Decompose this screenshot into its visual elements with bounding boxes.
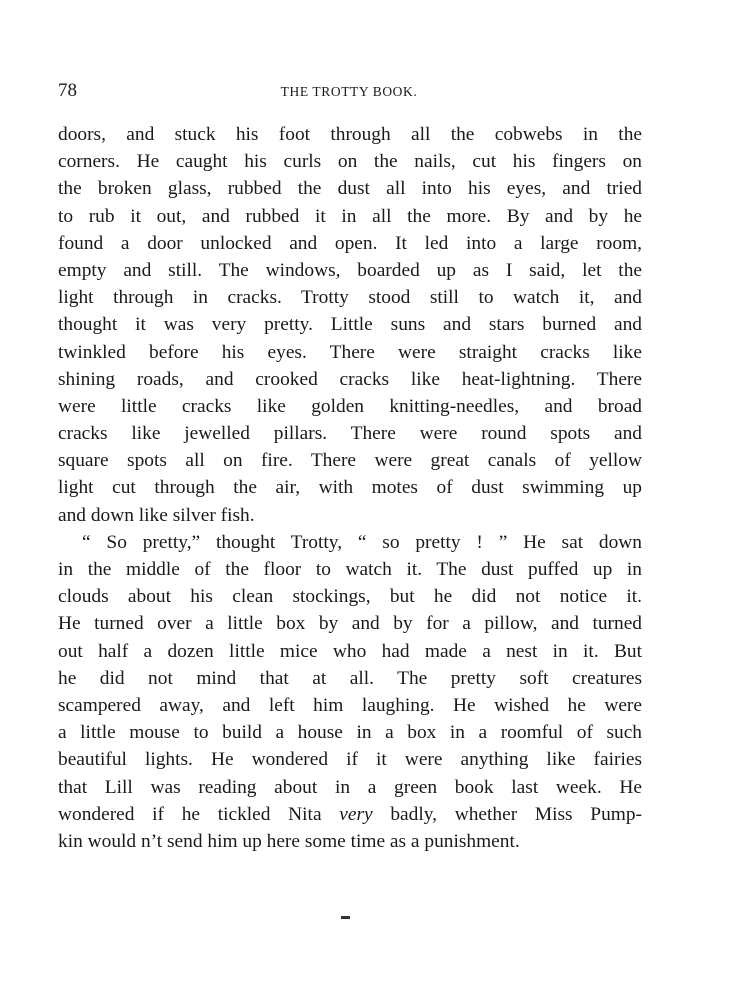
paragraph-2 xyxy=(58,529,642,855)
body-text xyxy=(58,121,642,855)
text-line: to rub it out, and rubbed it in all the more. By and by he xyxy=(58,205,642,227)
text-line: he did not mind that at all. The pretty soft creatures xyxy=(58,667,642,689)
text-line: the broken glass, rubbed the dust all into his eyes, and tried xyxy=(58,178,642,200)
running-head xyxy=(58,80,640,102)
text-line-with-emphasis xyxy=(58,801,642,828)
text-line: light through in cracks. Trotty stood still to watch it, and xyxy=(58,287,642,309)
text-line: corners. He caught his curls on the nails, cut his fingers on xyxy=(58,151,642,173)
book-title: THE TROTTY BOOK. xyxy=(280,84,418,99)
text-line: beautiful lights. He wondered if it were anything like fairies xyxy=(58,749,642,771)
text-segment: wondered if he tickled Nita xyxy=(58,803,340,825)
emphasis-text: very xyxy=(339,803,373,825)
text-line: a little mouse to build a house in a box in a roomful of such xyxy=(58,722,642,744)
text-line: found a door unlocked and open. It led into a large room, xyxy=(58,232,642,254)
paragraph-1 xyxy=(58,121,642,529)
text-line: clouds about his clean stockings, but he did not notice it. xyxy=(58,586,642,608)
text-line: kin would n’t send him up here some time as a punishment. xyxy=(58,830,520,852)
text-line: He turned over a little box by and by for a pillow, and turned xyxy=(58,613,642,635)
text-line: empty and still. The windows, boarded up as I said, let the xyxy=(58,259,642,281)
text-line: shining roads, and crooked cracks like heat-lightning. There xyxy=(58,368,642,390)
text-line: square spots all on fire. There were great canals of yellow xyxy=(58,450,642,472)
text-segment: badly, whether Miss Pump- xyxy=(372,803,642,825)
text-line: in the middle of the floor to watch it. The dust puffed up in xyxy=(58,559,642,580)
text-line: light cut through the air, with motes of dust swimming up xyxy=(58,477,642,499)
text-line: scampered away, and left him laughing. He wished he were xyxy=(58,694,642,716)
text-line: doors, and stuck his foot through all the cobwebs in the xyxy=(58,124,642,145)
ink-mark xyxy=(341,916,350,919)
text-line: out half a dozen little mice who had made a nest in it. But xyxy=(58,640,642,662)
text-line: were little cracks like golden knitting-needles, and broad xyxy=(58,395,642,417)
text-line: that Lill was reading about in a green book last week. He xyxy=(58,776,642,798)
text-line: cracks like jewelled pillars. There were round spots and xyxy=(58,423,642,445)
text-line: “ So pretty,” thought Trotty, “ so pretty ! ” He sat down xyxy=(82,531,642,553)
text-line: twinkled before his eyes. There were straight cracks like xyxy=(58,341,642,363)
text-line: thought it was very pretty. Little suns and stars burned and xyxy=(58,314,642,336)
page-number: 78 xyxy=(58,80,77,101)
text-line: and down like silver fish. xyxy=(58,504,255,526)
